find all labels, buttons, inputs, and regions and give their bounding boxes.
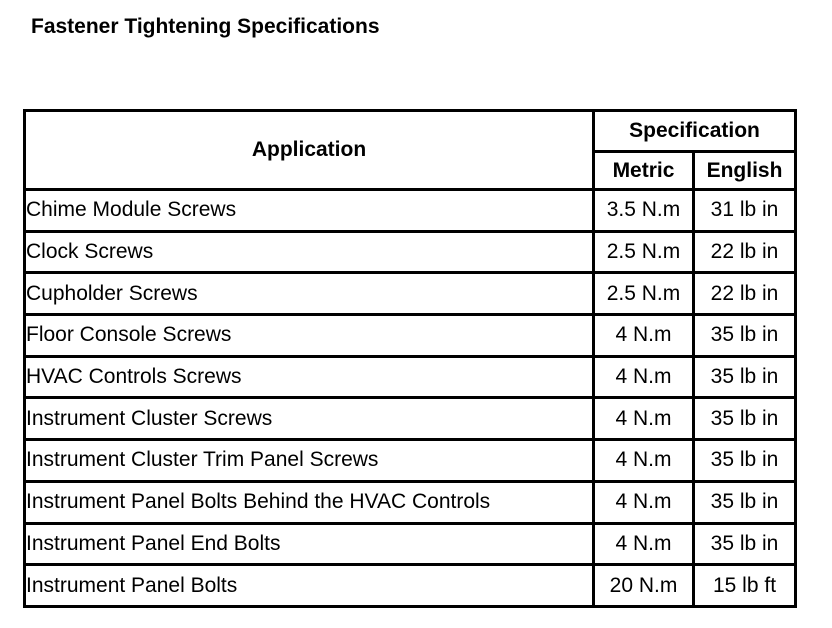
metric-cell: 3.5 N.m [595, 191, 692, 230]
application-cell: Instrument Cluster Screws [26, 399, 592, 438]
metric-cell: 2.5 N.m [595, 274, 692, 313]
spec-table [23, 109, 797, 608]
spec-table-frame [23, 109, 797, 608]
application-header: Application [26, 112, 592, 188]
table-row [26, 399, 794, 438]
table-row [26, 316, 794, 355]
metric-cell: 4 N.m [595, 441, 692, 480]
application-cell: Chime Module Screws [26, 191, 592, 230]
table-row [26, 358, 794, 397]
application-cell: Cupholder Screws [26, 274, 592, 313]
english-cell: 31 lb in [695, 191, 794, 230]
metric-cell: 2.5 N.m [595, 233, 692, 272]
application-cell: Instrument Panel End Bolts [26, 525, 592, 564]
english-cell: 15 lb ft [695, 566, 794, 605]
application-cell: HVAC Controls Screws [26, 358, 592, 397]
application-cell: Floor Console Screws [26, 316, 592, 355]
metric-cell: 4 N.m [595, 316, 692, 355]
table-row [26, 191, 794, 230]
english-cell: 22 lb in [695, 233, 794, 272]
table-row [26, 483, 794, 522]
metric-cell: 4 N.m [595, 525, 692, 564]
english-cell: 35 lb in [695, 525, 794, 564]
english-header: English [695, 153, 794, 188]
english-cell: 35 lb in [695, 399, 794, 438]
table-row [26, 566, 794, 605]
english-cell: 22 lb in [695, 274, 794, 313]
page-title: Fastener Tightening Specifications [31, 15, 380, 38]
english-cell: 35 lb in [695, 483, 794, 522]
application-cell: Instrument Panel Bolts [26, 566, 592, 605]
english-cell: 35 lb in [695, 441, 794, 480]
english-cell: 35 lb in [695, 358, 794, 397]
application-cell: Instrument Cluster Trim Panel Screws [26, 441, 592, 480]
metric-cell: 20 N.m [595, 566, 692, 605]
table-row [26, 233, 794, 272]
metric-cell: 4 N.m [595, 399, 692, 438]
specification-header: Specification [595, 112, 794, 150]
table-row [26, 525, 794, 564]
spec-table-body [26, 191, 794, 605]
metric-header: Metric [595, 153, 692, 188]
metric-cell: 4 N.m [595, 358, 692, 397]
metric-cell: 4 N.m [595, 483, 692, 522]
application-cell: Instrument Panel Bolts Behind the HVAC Controls [26, 483, 592, 522]
application-cell: Clock Screws [26, 233, 592, 272]
table-row [26, 274, 794, 313]
table-row [26, 441, 794, 480]
english-cell: 35 lb in [695, 316, 794, 355]
